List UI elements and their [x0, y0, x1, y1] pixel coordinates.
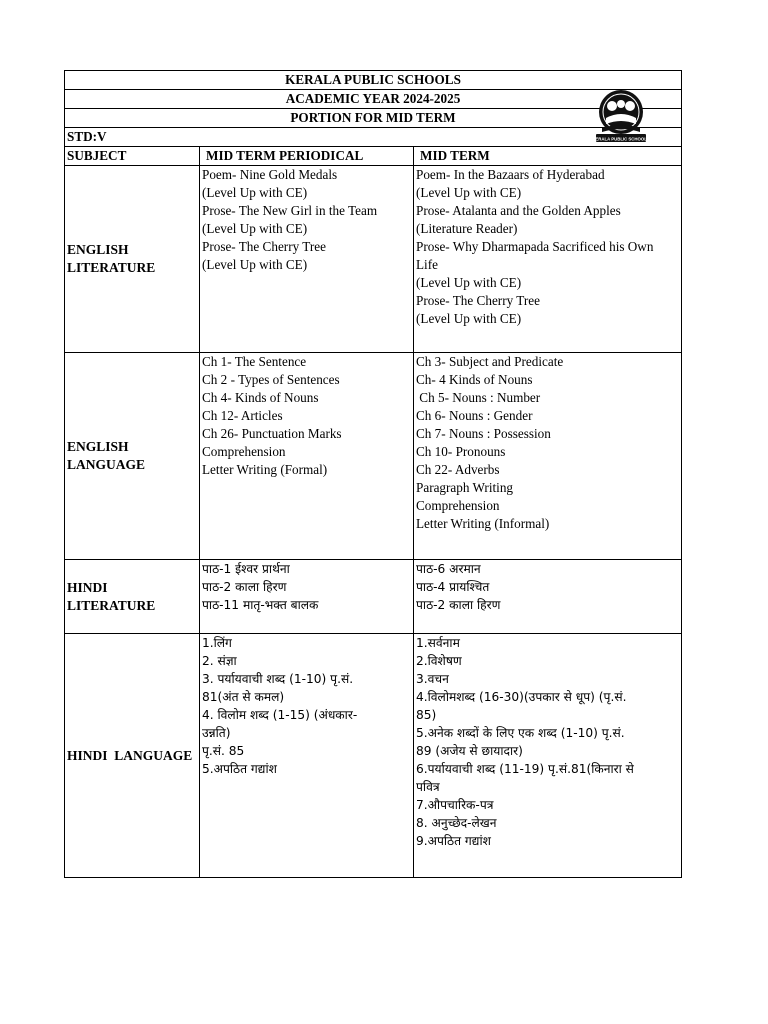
subject-row-english-language — [65, 353, 682, 560]
subject-cell — [65, 634, 200, 878]
subject-row-hindi-literature — [65, 560, 682, 634]
portion-line: (Level Up with CE) — [416, 185, 522, 200]
portion-line: Letter Writing (Formal) — [202, 462, 328, 477]
portion-line: (Level Up with CE) — [202, 221, 308, 236]
portion-line: Poem- Nine Gold Medals — [202, 167, 338, 182]
portion-line: उन्नति) — [202, 726, 231, 740]
subject-row-english-literature — [65, 166, 682, 353]
subject-line: LANGUAGE — [67, 457, 146, 472]
portion-line: Ch 10- Pronouns — [416, 444, 506, 459]
portion-line: 9.अपठित गद्यांश — [416, 834, 491, 848]
midterm-cell — [414, 353, 682, 560]
portion-line: 1.लिंग — [202, 636, 232, 650]
portion-line: Ch 12- Articles — [202, 408, 283, 423]
portion-line: Ch 1- The Sentence — [202, 354, 307, 369]
portion-line: (Literature Reader) — [416, 221, 518, 236]
portion-line: (Level Up with CE) — [202, 185, 308, 200]
academic-year: ACADEMIC YEAR 2024-2025 — [65, 90, 682, 109]
subject-line: LITERATURE — [67, 260, 156, 275]
portion-line: 4. विलोम शब्द (1-15) (अंधकार- — [202, 708, 358, 722]
portion-line: (Level Up with CE) — [202, 257, 308, 272]
std-row — [65, 128, 682, 147]
logo-text: KERALA PUBLIC SCHOOLS — [592, 136, 650, 142]
subject-cell — [65, 353, 200, 560]
portion-line: 4.विलोमशब्द (16-30)(उपकार से धूप) (पृ.सं. — [416, 690, 627, 704]
portion-line: 8. अनुच्छेद-लेखन — [416, 816, 497, 830]
portion-line: Prose- The New Girl in the Team — [202, 203, 378, 218]
portion-table — [64, 70, 682, 878]
portion-line: 85) — [416, 708, 437, 722]
portion-title: PORTION FOR MID TERM — [65, 109, 682, 128]
periodical-cell — [200, 634, 414, 878]
header-row-school — [65, 71, 682, 90]
portion-line: Ch 3- Subject and Predicate — [416, 354, 564, 369]
portion-line: Ch 7- Nouns : Possession — [416, 426, 551, 441]
portion-line: Prose- The Cherry Tree — [202, 239, 326, 254]
portion-line: पाठ-1 ईश्वर प्रार्थना — [202, 562, 290, 576]
portion-line: (Level Up with CE) — [416, 275, 522, 290]
portion-line: 7.औपचारिक-पत्र — [416, 798, 494, 812]
portion-line: 2. संज्ञा — [202, 654, 237, 668]
portion-line: Ch 26- Punctuation Marks — [202, 426, 342, 441]
portion-line: पाठ-11 मातृ-भक्त बालक — [202, 598, 319, 612]
subject-cell — [65, 166, 200, 353]
portion-line: Ch 6- Nouns : Gender — [416, 408, 533, 423]
subject-line: ENGLISH — [67, 439, 129, 454]
portion-line: 5.अपठित गद्यांश — [202, 762, 277, 776]
periodical-cell — [200, 166, 414, 353]
portion-line: पाठ-4 प्रायश्चित — [416, 580, 490, 594]
portion-line: 81(अंत से कमल) — [202, 690, 285, 704]
portion-line: पाठ-6 अरमान — [416, 562, 481, 576]
portion-line: 3.वचन — [416, 672, 449, 686]
portion-line: पाठ-2 काला हिरण — [202, 580, 287, 594]
portion-line: Prose- The Cherry Tree — [416, 293, 540, 308]
portion-line: Ch 4- Kinds of Nouns — [202, 390, 319, 405]
portion-line: Paragraph Writing — [416, 480, 514, 495]
portion-line: 2.विशेषण — [416, 654, 462, 668]
subject-line: ENGLISH — [67, 242, 129, 257]
portion-line: Ch 2 - Types of Sentences — [202, 372, 340, 387]
portion-line: Life — [416, 257, 438, 272]
portion-line: (Level Up with CE) — [416, 311, 522, 326]
portion-line: Comprehension — [416, 498, 500, 513]
header-row-year — [65, 90, 682, 109]
portion-line: Ch 5- Nouns : Number — [416, 390, 541, 405]
column-header-row — [65, 147, 682, 166]
midterm-cell — [414, 634, 682, 878]
portion-sheet — [64, 70, 681, 878]
portion-line: Poem- In the Bazaars of Hyderabad — [416, 167, 605, 182]
school-logo — [592, 88, 650, 148]
col-midterm-header: MID TERM — [414, 147, 682, 166]
std-label: STD:V — [65, 128, 682, 147]
portion-line: 5.अनेक शब्दों के लिए एक शब्द (1-10) पृ.सं. — [416, 726, 625, 740]
portion-line: पृ.सं. 85 — [202, 744, 245, 758]
col-periodical-header: MID TERM PERIODICAL — [200, 147, 414, 166]
subject-line: HINDI — [67, 579, 108, 595]
portion-line: Comprehension — [202, 444, 286, 459]
portion-line: 1.सर्वनाम — [416, 636, 460, 650]
portion-line: 89 (अजेय से छायादार) — [416, 744, 523, 758]
portion-line: 6.पर्यायवाची शब्द (11-19) पृ.सं.81(किनारा से — [416, 762, 634, 776]
subject-row-hindi-language — [65, 634, 682, 878]
col-subject-header: SUBJECT — [65, 147, 200, 166]
subject-line: LITERATURE — [67, 597, 156, 613]
subject-line: HINDI LANGUAGE — [67, 747, 193, 763]
midterm-cell — [414, 560, 682, 634]
periodical-cell — [200, 560, 414, 634]
portion-line: Prose- Why Dharmapada Sacrificed his Own — [416, 239, 654, 254]
school-name: KERALA PUBLIC SCHOOLS — [65, 71, 682, 90]
subject-cell — [65, 560, 200, 634]
portion-line: पाठ-2 काला हिरण — [416, 598, 501, 612]
portion-line: पवित्र — [416, 780, 440, 794]
periodical-cell — [200, 353, 414, 560]
portion-line: 3. पर्यायवाची शब्द (1-10) पृ.सं. — [202, 672, 354, 686]
portion-line: Ch 22- Adverbs — [416, 462, 500, 477]
header-row-portion — [65, 109, 682, 128]
midterm-cell — [414, 166, 682, 353]
portion-line: Ch- 4 Kinds of Nouns — [416, 372, 533, 387]
portion-line: Letter Writing (Informal) — [416, 516, 550, 531]
portion-line: Prose- Atalanta and the Golden Apples — [416, 203, 621, 218]
